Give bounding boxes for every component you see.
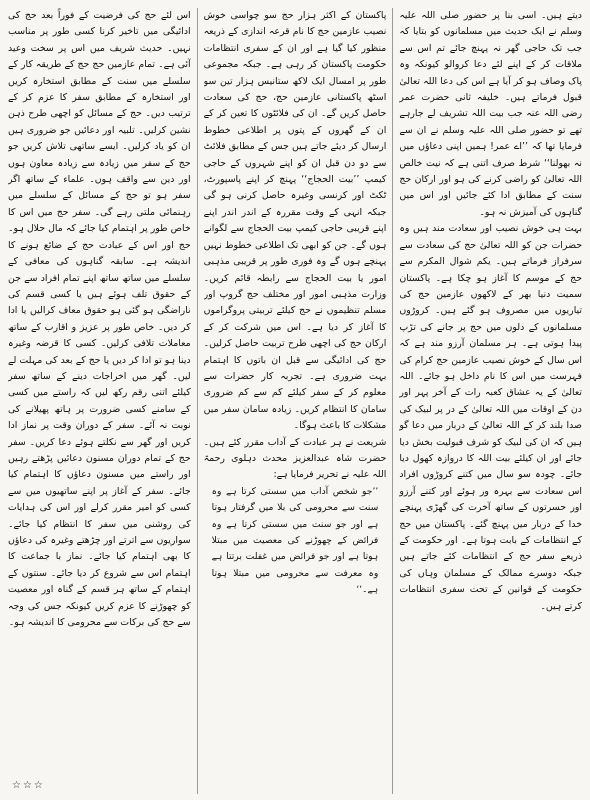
end-stars: ☆☆☆ (11, 779, 45, 791)
article-column-middle (204, 8, 394, 794)
column-paragraph: دیتے ہیں۔ اسی بنا پر حضور صلی اللہ علیہ وسلم نے ایک حدیث میں مسلمانوں کو بتایا کہ جب تک حاجی گھر نہ پہنچ جائے تم اس سے ملاقات کر کے اپنے لئے دعا کروالو کیونکہ وہ پاک وصاف ہو کر آیا ہے اس کی دعا اللہ تعالیٰ قبول فرماتے ہیں۔ خلیفہ ثانی حضرت عمر رضی اللہ عنہ جب بیت اللہ تشریف لے جارہے تھے تو حضور صلی اللہ علیہ وسلم نے ان سے فرمایا تھا کہ ’’اے عمر! ہمیں اپنی دعاؤں میں نہ بھولنا‘‘ شرط صرف اتنی ہے کہ نیت خالص اللہ تعالیٰ کو راضی کرنے کی ہو اور ارکان حج سنت کے مطابق ادا کئے جائیں اور اس میں گناہوں کی آمیزش نہ ہو۔ (399, 10, 582, 218)
column-paragraph: بہت ہی خوش نصیب اور سعادت مند ہیں وہ حضرات جن کو اللہ تعالیٰ حج کی سعادت سے سرفراز فرماتے ہیں۔ یکم شوال المکرم سے حج کے موسم کا آغاز ہو چکا ہے۔ پاکستان سمیت دنیا بھر کے لاکھوں عازمین حج کی تیاریوں میں مصروف ہو گئے ہیں۔ کروڑوں مسلمانوں کے دلوں میں حج پر جانے کی تڑپ پیدا ہوتی ہے۔ ہر مسلمان آرزو مند ہے کہ اس سال کے خوش نصیب عازمین حج کرام کی فہرست میں اس کا نام داخل ہو جائے۔ اللہ تعالیٰ کے یہ عشاق کعبہ رات کے آخر پہر اور دن کے اوقات میں اللہ تعالیٰ کے در پر لبیک کی صدا بلند کر کے اللہ تعالیٰ کے دربار میں دعا گو ہیں کہ ان کی لبیک کو شرف قبولیت بخش دیا جائے اور ان کیلئے بیت اللہ کا دروازہ کھول دیا جائے۔ چودہ سو سال میں کتنے کروڑوں افراد اس سعادت سے بہرہ ور ہوئے اور کتنے آرزو اور حسرتوں کے ساتھ آخرت کی گھڑی پہنچے خدا کے دربار میں پہنچ گئے۔ پاکستان میں حج کے انتظامات کے بابت ہوتا ہے۔ اور حکومت کے ذریعے سفر حج کے انتظامات کئے جاتے ہیں جبکہ دوسرے ممالک کے مسلمان وہاں کی حکومت کے قوانین کے تحت سفری انتظامات کرتے ہیں۔ (399, 223, 582, 612)
quoted-saying: ’’جو شخص آداب میں سستی کرتا ہے وہ سنت سے محرومی کی بلا میں گرفتار ہوتا ہے اور جو سنت میں سستی کرتا ہے وہ فرائض کے چھوڑنے کی معصیت میں مبتلا ہوتا ہے اور جو فرائض میں غفلت برتتا ہے وہ معرفت سے محرومی میں مبتلا ہوتا ہے۔‘‘ (211, 485, 379, 596)
column-paragraph: پاکستان کے اکثر ہزار حج سو چواسی خوش نصیب عازمین حج کا نام قرعہ اندازی کے ذریعہ منظور کیا گیا ہے اور ان کے سفری انتظامات حکومت پاکستان کر رہی ہے۔ جبکہ مجموعی طور پر امسال ایک لاکھ ستانیس ہزار تین سو اسٹھ پاکستانی عازمین حج، حج کی سعادت حاصل کریں گے۔ ان کی فلائٹوں کا تعین کر کے ان کے گھروں کے پتوں پر اطلاعی خطوط ارسال کر دیئے جاتے ہیں جس کے مطابق فلائٹ سے دو دن قبل ان کو اپنے شہروں کے حاجی کیمپ ’’بیت الحجاج‘‘ پہنچ کر اپنے پاسپورٹ، ٹکٹ اور کرنسی وغیرہ حاصل کرنی ہو گی جبکہ انہی کے وقت مقررہ کے اندر اندر اپنے اپنے قریبی حاجی کیمپ بیت الحجاج سے لگوانے ہوں گے۔ جن کو ابھی تک اطلاعی خطوط نہیں پہنچے ہوں گے وہ فوری طور پر قریبی مذہبی امور یا بیت الحجاج سے رابطہ قائم کریں۔ وزارت مذہبی امور اور مختلف حج گروپ اور مسلم تنظیموں نے حج کیلئے تربیتی پروگراموں کا آغاز کر دیا ہے۔ اس میں شرکت کر کے ارکان حج کی اچھی طرح تربیت حاصل کرلیں۔ حج کی ادائیگی سے قبل ان باتوں کا اہتمام بہت ضروری ہے۔ تجربہ کار حضرات سے معلوم کر کے سفر کیلئے کم سے کم ضروری سامان کا انتظام کریں۔ زیادہ سامان سفر میں مشکلات کا باعث ہوگا۔ (203, 10, 387, 432)
column-paragraph: شریعت نے ہر عبادت کے آداب مقرر کئے ہیں۔ حضرت شاہ عبدالعزیز محدث دہلوی رحمۃ اللہ علیہ نے تحریر فرمایا ہے: (203, 436, 387, 481)
column-paragraph: اس لئے حج کی فرضیت کے فوراً بعد حج کی ادائیگی میں تاخیر کرنا کسی طور پر مناسب نہیں۔ حدیث شریف میں اس پر سخت وعید آئی ہے۔ تمام عازمین حج حج کے طریقہ کار کے سلسلے میں سنت کے مطابق استخارہ کریں اور استخارہ کے مطابق سفر کا عزم کر کے ترتیب دیں۔ حج کے مسائل کو اچھی طرح ذہن نشین کرلیں۔ تلبیہ اور دعائیں جو ضروری ہیں ان کو یاد کرلیں۔ ایسے ساتھی تلاش کریں جو حج کے سفر میں زیادہ سے زیادہ معاون ہوں اور دین سے واقف ہوں۔ علماء کے ساتھ اگر سفر ہو تو حج کے مسائل کے سلسلے میں رہنمائی ملتی رہے گی۔ سفر حج میں اس کا خاص طور پر اہتمام کیا جائے کہ مال حلال ہو۔ حج اور اس کے عبادت حج کے ضائع ہونے کا اندیشہ ہے۔ سابقہ گناہوں کی معافی کے سلسلے میں ساتھ ساتھ اپنے تمام افراد سے جن کے حقوق تلف ہوئے ہیں یا کسی قسم کی ناراضگی ہو گئی ہو حقوق معاف کرالیں یا ادا کر دیں۔ خاص طور پر عزیز و اقارب کے ساتھ معاملات تلافی کرلیں۔ کسی کا قرضہ وغیرہ دینا ہو تو ادا کر دیں یا حج کے بعد کی مہلت لے لیں۔ گھر میں اخراجات دینے کے ساتھ سفر کیلئے اتنی رقم رکھ لیں کہ راستے میں کسی کے سامنے کسی ضرورت پر ہاتھ پھیلانے کی نوبت نہ آئے۔ سفر کے دوران وقت پر نماز ادا کریں اور گھر سے نکلتے ہوئے دعا کریں۔ سفر حج کے تمام دوران مسنون دعائیں پڑھتے رہیں اور راستے میں مسنون دعاؤں کا اہتمام کیا جائے۔ سفر کے آغاز پر اپنے ساتھیوں میں سے کسی کو امیر مقرر کرلے اور اس کی ہدایات کی روشنی میں سفر کا انتظام کیا جائے۔ سواریوں سے اترتے اور چڑھتے وغیرہ کی دعاؤں کا بھی اہتمام کیا جائے۔ نماز با جماعت کا اہتمام اس سے شروع کر دیا جائے۔ سنتوں کے اہتمام کے ساتھ ہر قسم کے گناہ اور معصیت کو چھوڑنے کا عزم کریں کیونکہ جس کی وجہ سے حج کی برکات سے محرومی کا اندیشہ ہو۔ (7, 10, 191, 629)
article-column-right (399, 8, 582, 794)
article-column-left (8, 8, 198, 794)
